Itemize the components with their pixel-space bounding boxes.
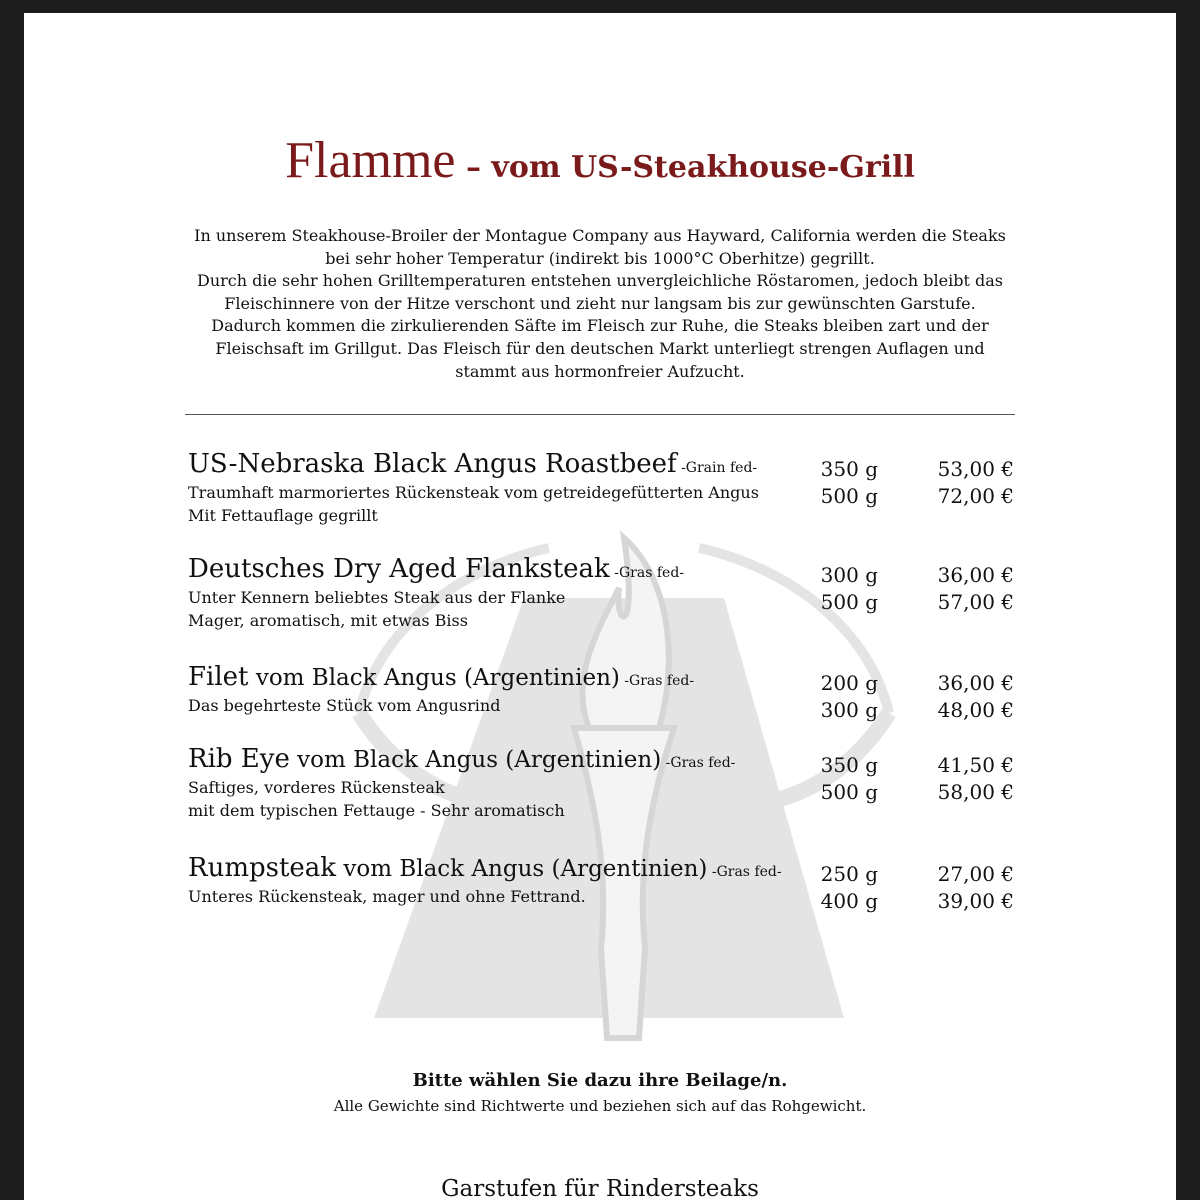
menu-item-price: 27,00 € [937, 862, 1014, 886]
menu-item-feed: -Gras fed- [619, 673, 695, 689]
menu-item-name: Rib Eye [188, 744, 290, 774]
menu-item-weight: 500 g [820, 484, 878, 508]
menu-item-price: 36,00 € [937, 671, 1014, 695]
menu-item-feed: -Gras fed- [707, 864, 782, 880]
menu-item-origin: vom Black Angus (Argentinien) [248, 665, 620, 691]
intro-line: Fleischsaft im Grillgut. Das Fleisch für den deutschen Markt unterliegt strengen Auflagen und [215, 338, 985, 358]
menu-item-weight: 400 g [820, 889, 878, 913]
menu-item-weight: 200 g [820, 671, 878, 695]
title-main: Flamme [285, 132, 456, 189]
menu-item-price: 39,00 € [937, 889, 1014, 913]
menu-item-origin: vom Black Angus (Argentinien) [289, 747, 662, 773]
doneness-heading: Garstufen für Rindersteaks [441, 1176, 759, 1200]
menu-item-ribeye [188, 744, 1018, 822]
menu-item-rumpsteak [188, 853, 1018, 913]
menu-item-desc-line: Saftiges, vorderes Rückensteak [188, 778, 445, 797]
menu-item-weight: 300 g [820, 563, 878, 587]
menu-item-price: 53,00 € [937, 457, 1014, 481]
menu-item-price: 57,00 € [937, 590, 1014, 614]
menu-item-weight: 300 g [820, 698, 878, 722]
menu-item-desc-line: mit dem typischen Fettauge - Sehr aromatisch [188, 801, 565, 820]
intro-text [174, 225, 1026, 383]
intro-line: Fleischinnere von der Hitze verschont und zieht nur langsam bis zur gewünschten Garstufe. [224, 293, 976, 313]
menu-item-weight: 250 g [820, 862, 878, 886]
menu-item-weight: 350 g [820, 457, 878, 481]
menu-item-flanksteak [188, 554, 1018, 632]
menu-item-desc-line: Unter Kennern beliebtes Steak aus der Flanke [188, 588, 566, 607]
menu-item-feed: -Gras fed- [661, 755, 736, 771]
menu-item-desc-line: Das begehrteste Stück vom Angusrind [188, 696, 501, 715]
menu-item-price: 41,50 € [937, 753, 1014, 777]
menu-item-weight: 350 g [820, 753, 878, 777]
intro-line: Dadurch kommen die zirkulierenden Säfte im Fleisch zur Ruhe, die Steaks bleiben zart und der [211, 316, 989, 336]
menu-item-price: 48,00 € [937, 698, 1014, 722]
menu-item-origin: vom Black Angus (Argentinien) [336, 856, 708, 882]
menu-item-feed: -Gras fed- [609, 565, 685, 581]
menu-item-name: Filet [188, 662, 249, 692]
menu-page [24, 13, 1176, 1200]
menu-item-desc-line: Mit Fettauflage gegrillt [188, 506, 378, 525]
side-dish-note: Bitte wählen Sie dazu ihre Beilage/n. [412, 1070, 788, 1091]
menu-item-weight: 500 g [820, 590, 878, 614]
title-sub: – vom US-Steakhouse-Grill [455, 150, 915, 185]
menu-item-price: 72,00 € [937, 484, 1014, 508]
menu-item-price: 58,00 € [937, 780, 1014, 804]
menu-item-desc-line: Traumhaft marmoriertes Rückensteak vom getreidegefütterten Angus [188, 483, 759, 502]
intro-line: stammt aus hormonfreier Aufzucht. [455, 361, 745, 381]
menu-item-filet [188, 662, 1018, 722]
intro-line: bei sehr hoher Temperatur (indirekt bis 1000°C Oberhitze) gegrillt. [325, 248, 875, 268]
intro-line: In unserem Steakhouse-Broiler der Montague Company aus Hayward, California werden die Steaks [194, 226, 1006, 245]
weight-note: Alle Gewichte sind Richtwerte und beziehen sich auf das Rohgewicht. [333, 1097, 867, 1115]
menu-item-price: 36,00 € [937, 563, 1014, 587]
menu-item-feed: -Grain fed- [676, 460, 758, 476]
intro-line: Durch die sehr hohen Grilltemperaturen entstehen unvergleichliche Röstaromen, jedoch bleibt das [197, 271, 1003, 291]
menu-item-roastbeef [188, 449, 1018, 527]
menu-item-weight: 500 g [820, 780, 878, 804]
page-title [24, 131, 1176, 190]
menu-item-desc-line: Unteres Rückensteak, mager und ohne Fettrand. [188, 887, 586, 906]
menu-item-desc-line: Mager, aromatisch, mit etwas Biss [188, 611, 468, 630]
divider [185, 414, 1015, 415]
menu-item-name: Rumpsteak [188, 853, 337, 883]
menu-item-name: US-Nebraska Black Angus Roastbeef [188, 449, 677, 479]
menu-item-name: Deutsches Dry Aged Flanksteak [188, 554, 610, 584]
